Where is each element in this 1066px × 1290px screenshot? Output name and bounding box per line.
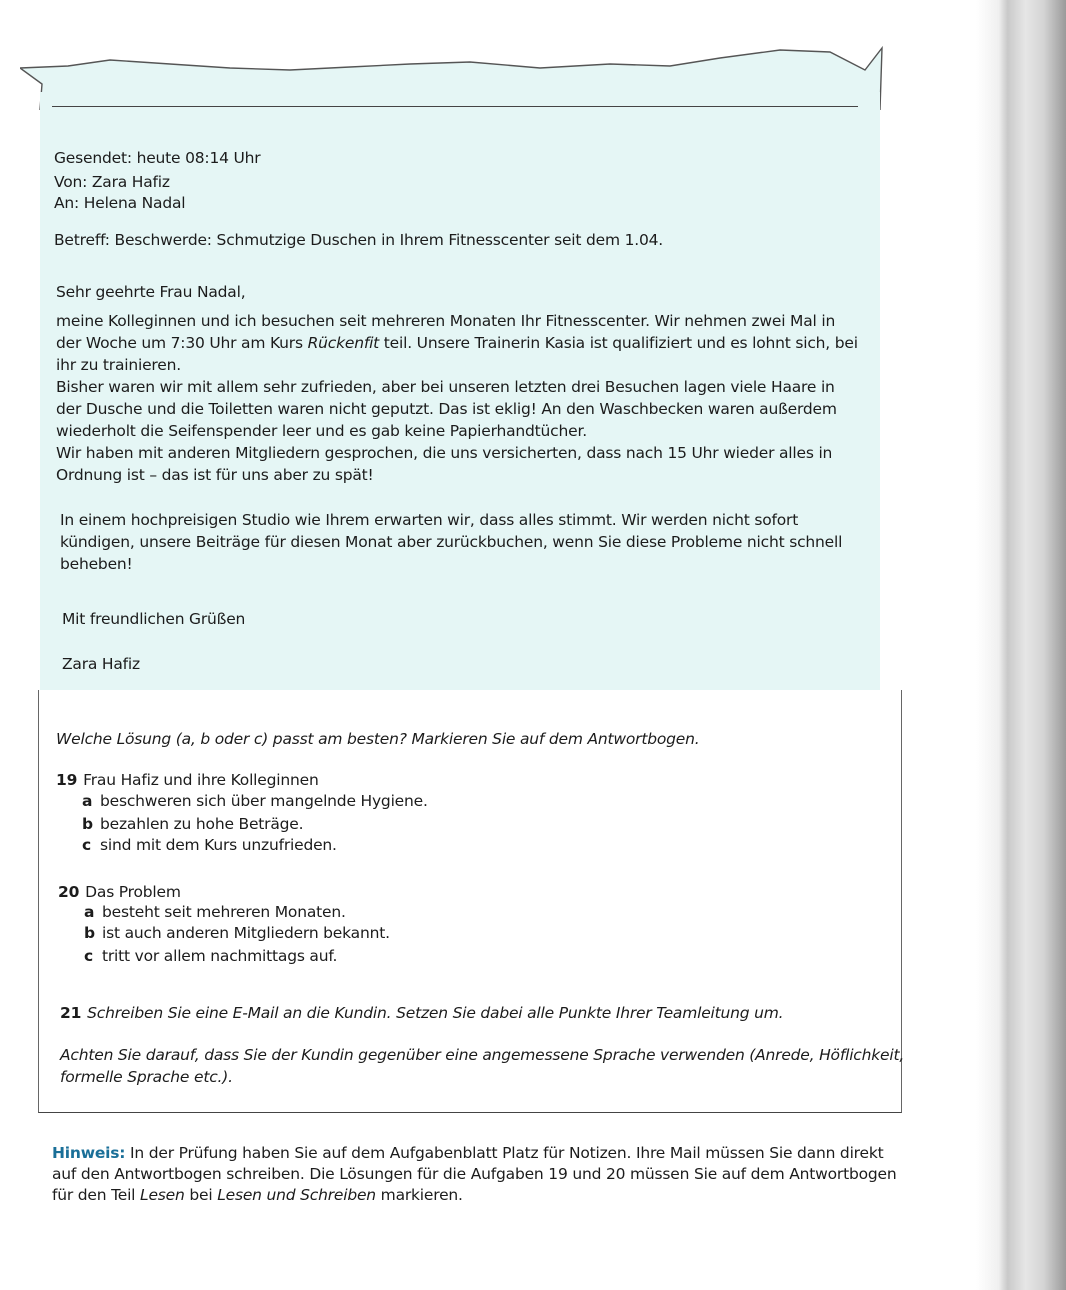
course-name: Rückenfit <box>307 334 380 352</box>
option-letter: c <box>82 836 91 854</box>
hint-body: markieren. <box>375 1186 463 1204</box>
email-body-paragraph-1 <box>56 310 858 486</box>
question-19-option-a[interactable] <box>82 790 428 812</box>
email-body-paragraph-2: In einem hochpreisigen Studio wie Ihrem erwarten wir, dass alles stimmt. Wir werden nicht sofort kündigen, unsere Beiträge für diesen Monat aber zurückbuchen, wenn Sie diese Probleme nicht schnell beheben! <box>60 511 843 573</box>
task-instruction: Welche Lösung (a, b oder c) passt am besten? Markieren Sie auf dem Antwortbogen. <box>56 730 700 748</box>
option-text: ist auch anderen Mitgliedern bekannt. <box>102 924 390 942</box>
question-20-option-c[interactable] <box>84 945 337 967</box>
question-number: 20 <box>58 883 80 901</box>
question-number: 19 <box>56 771 78 789</box>
page-edge-shadow <box>976 0 1066 1290</box>
question-19-option-c[interactable] <box>82 834 337 856</box>
email-signature: Zara Hafiz <box>62 655 140 673</box>
email-body-text: teil. Unsere Trainerin Kasia ist qualifiziert und es lohnt sich, bei ihr zu trainieren. Bisher waren wir mit allem sehr zufrieden, aber bei unseren letzten drei Besuchen lagen viele Haare in der Dusche und die Toiletten waren nicht geputzt. Das ist eklig! An den Waschbecken waren außerdem wiederholt die Seifenspender leer und es gab keine Papierhandtücher. Wir haben mit anderen Mitgliedern gesprochen, die uns versicherten, dass nach 15 Uhr wieder alles in Ordnung ist – das ist für uns aber zu spät! <box>56 334 858 484</box>
question-stem-text: Frau Hafiz und ihre Kolleginnen <box>83 771 319 789</box>
option-text: beschweren sich über mangelnde Hygiene. <box>100 792 428 810</box>
email-closing: Mit freundlichen Grüßen <box>62 610 246 628</box>
email-body-text: meine Kolleginnen und ich besuchen seit mehreren Monaten Ihr Fitnesscenter. Wir nehmen zwei Mal in der Woche um 7:30 Uhr am Kurs <box>56 312 836 352</box>
task-21-text: Schreiben Sie eine E-Mail an die Kundin. Setzen Sie dabei alle Punkte Ihrer Teamleitung um. <box>87 1004 784 1022</box>
question-20-option-a[interactable] <box>84 901 346 923</box>
question-19-stem <box>56 769 319 791</box>
email-subject: Betreff: Beschwerde: Schmutzige Duschen in Ihrem Fitnesscenter seit dem 1.04. <box>54 231 664 249</box>
question-19-option-b[interactable] <box>82 813 303 835</box>
hint-lesen-schreiben: Lesen und Schreiben <box>217 1186 376 1204</box>
hint-text <box>52 1143 897 1206</box>
task-number: 21 <box>60 1004 82 1022</box>
task-21 <box>60 1002 783 1024</box>
option-letter: b <box>82 815 93 833</box>
option-text: tritt vor allem nachmittags auf. <box>102 947 338 965</box>
option-letter: a <box>84 903 95 921</box>
option-letter: a <box>82 792 93 810</box>
email-sent: Gesendet: heute 08:14 Uhr <box>54 149 261 167</box>
hint-body: In der Prüfung haben Sie auf dem Aufgabenblatt Platz für Notizen. Ihre Mail müssen Sie dann direkt auf den Antwortbogen schreiben. Die Lösungen für die Aufgaben 19 und 20 müssen Sie auf dem Antwortbogen für den Teil <box>52 1144 897 1204</box>
hint-lesen: Lesen <box>140 1186 185 1204</box>
email-header-rule <box>52 106 858 107</box>
option-text: besteht seit mehreren Monaten. <box>102 903 346 921</box>
option-letter: c <box>84 947 93 965</box>
question-20-stem <box>58 881 181 903</box>
hint-label: Hinweis: <box>52 1144 126 1162</box>
email-salutation: Sehr geehrte Frau Nadal, <box>56 283 246 301</box>
option-text: bezahlen zu hohe Beträge. <box>100 815 304 833</box>
option-text: sind mit dem Kurs unzufrieden. <box>100 836 337 854</box>
hint-body: bei <box>184 1186 218 1204</box>
option-letter: b <box>84 924 95 942</box>
email-from: Von: Zara Hafiz <box>54 173 170 191</box>
question-stem-text: Das Problem <box>85 883 181 901</box>
question-20-option-b[interactable] <box>84 922 390 944</box>
email-to: An: Helena Nadal <box>54 194 186 212</box>
task-21-note: Achten Sie darauf, dass Sie der Kundin gegenüber eine angemessene Sprache verwenden (Anrede, Höflichkeit, formelle Sprache etc.). <box>60 1046 905 1086</box>
